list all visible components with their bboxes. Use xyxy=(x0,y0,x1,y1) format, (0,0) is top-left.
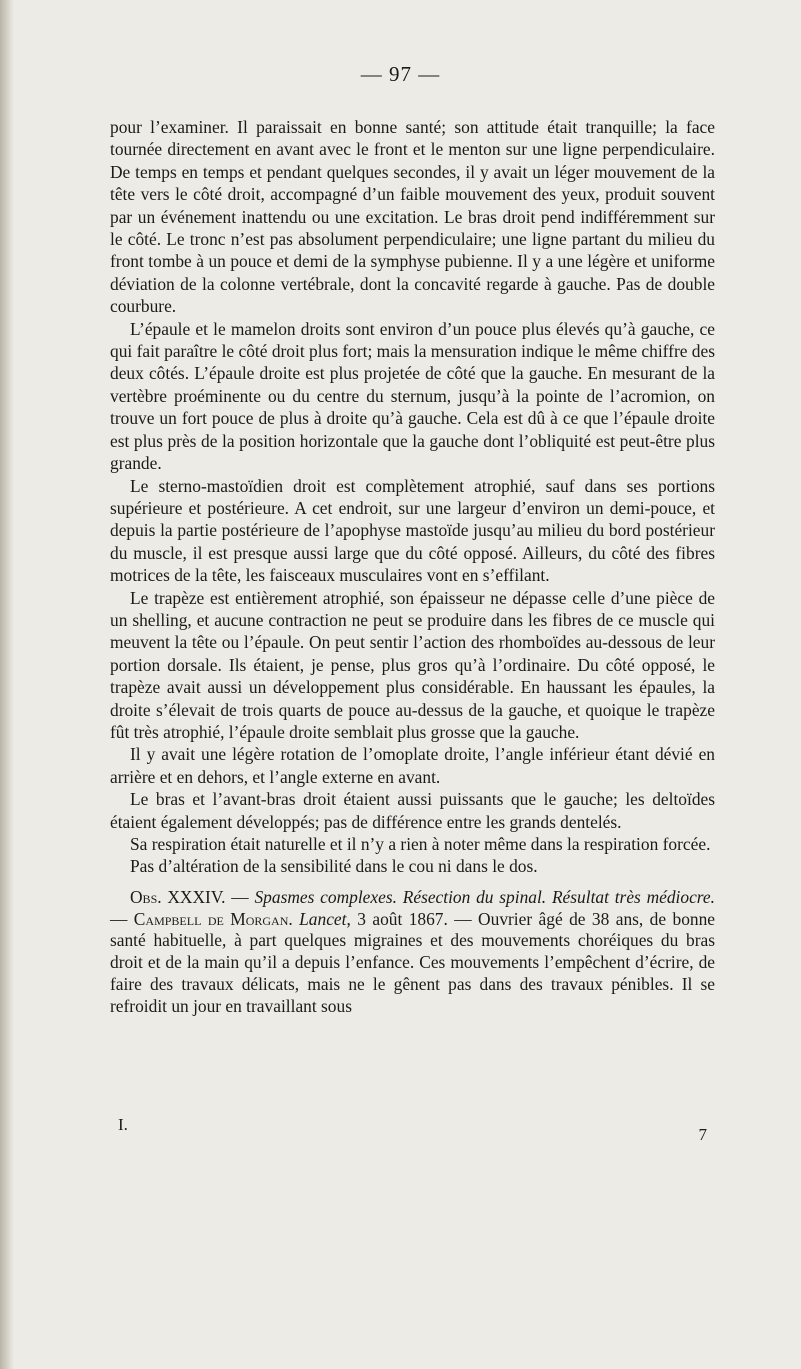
obs-title: Spasmes complexes. Résection du spinal. Résultat très médiocre. xyxy=(254,886,715,907)
paragraph-6: Le bras et l’avant-bras droit étaient aussi puissants que le gauche; les deltoïdes étaient également développés; pas de différence entre les grands dentelés. xyxy=(110,789,715,832)
signature-mark-left: I. xyxy=(118,1115,128,1134)
paragraph-2: L’épaule et le mamelon droits sont environ d’un pouce plus élevés qu’à gauche, ce qui fait paraître le côté droit plus fort; mais la mensuration indique le même chiffre des deux côtés. L’épaule droite est plus projetée de côté que la gauche. En mesurant de la vertèbre proéminente ou du centre du sternum, jusqu’à la pointe de l’acromion, on trouve un fort pouce de plus à droite qu’à gauche. Cela est dû à ce que l’épaule droite est plus près de la position horizontale que la gauche dont l’obliquité est peut-être plus grande. xyxy=(110,318,715,474)
paragraph-7: Sa respiration était naturelle et il n’y a rien à noter même dans la respiration forcée. xyxy=(130,834,711,854)
obs-dash: — xyxy=(225,886,255,907)
obs-authors: — Campbell de Morgan. xyxy=(110,908,300,929)
obs-text: , 3 août 1867. — Ouvrier âgé de 38 ans, de bonne santé habituelle, à part quelques migraines et des mouvements choréiques du bras droit et de la main qu’il a depuis l’enfance. Ces mouvements l’empêchent d’écrire, de faire des travaux délicats, mais ne le gênent pas dans des travaux pénibles. Il se refroidit un jour en travaillant sous xyxy=(110,908,716,1016)
page-body xyxy=(110,116,715,1018)
paragraph-4: Le trapèze est entièrement atrophié, son épaisseur ne dépasse celle d’une pièce de un shelling, et aucune contraction ne peut se produire dans les fibres de ce muscle qui meuvent la tête ou l’épaule. On peut sentir l’action des rhomboïdes au-dessous de leur portion dorsale. Ils étaient, je pense, plus gros qu’à l’ordinaire. Du côté opposé, le trapèze avait aussi un développement plus considérable. En haussant les épaules, la droite s’élevait de trois quarts de pouce au-dessus de la gauche, et quoique le trapèze fût très atrophié, l’épaule droite semblait plus grosse que la gauche. xyxy=(110,587,715,742)
paragraph-3: Le sterno-mastoïdien droit est complètement atrophié, sauf dans ses portions supérieure et postérieure. A cet endroit, sur une largeur d’environ un demi-pouce, et depuis la partie postérieure de l’apophyse mastoïde jusqu’au milieu du bord postérieur du muscle, il est presque aussi large que du côté opposé. Ailleurs, du côté des fibres motrices de la tête, les faisceaux musculaires vont en s’effilant. xyxy=(110,475,715,586)
observation-34 xyxy=(110,887,715,1018)
book-spine-shadow xyxy=(0,0,14,1369)
obs-label: Obs. XXXIV. xyxy=(130,886,226,907)
paragraph-5: Il y avait une légère rotation de l’omoplate droite, l’angle inférieur étant dévié en arrière et en dehors, et l’angle externe en avant. xyxy=(110,744,715,787)
obs-journal: Lancet xyxy=(299,908,347,929)
paragraph-1: pour l’examiner. Il paraissait en bonne santé; son attitude était tranquille; la face tournée directement en avant avec le front et le menton sur une ligne perpendiculaire. De temps en temps et pendant quelques secondes, il y avait un léger mouvement de la tête vers le côté droit, accompagné d’un faible mouvement des yeux, produit souvent par un événement inattendu ou une excitation. Le bras droit pend indifféremment sur le côté. Le tronc n’est pas absolument perpendiculaire; une ligne partant du milieu du front tombe à un pouce et demi de la symphyse pubienne. Il y a une légère et uniforme déviation de la colonne vertébrale, dont la concavité regarde à gauche. Pas de double courbure. xyxy=(110,117,715,317)
page-number: — 97 — xyxy=(360,62,441,86)
paragraph-8: Pas d’altération de la sensibilité dans le cou ni dans le dos. xyxy=(130,856,538,877)
signature-mark-right: 7 xyxy=(698,1125,707,1144)
